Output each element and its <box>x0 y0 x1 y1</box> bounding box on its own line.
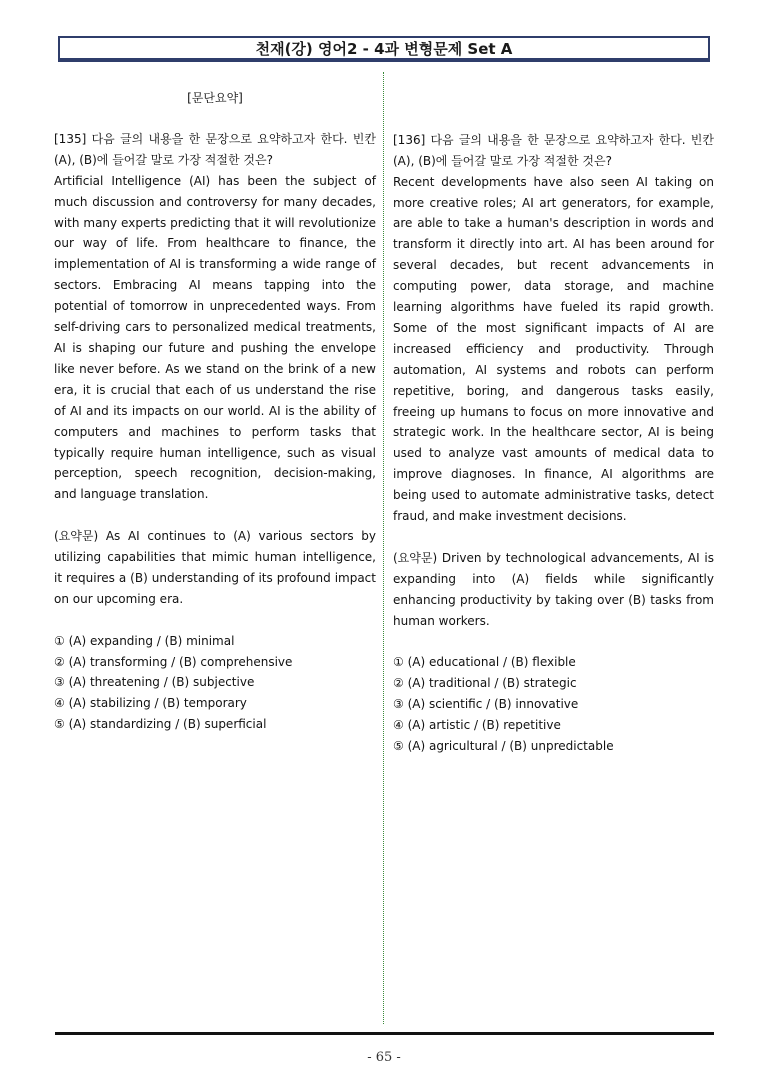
answer-choice-5[interactable]: ⑤ (A) agricultural / (B) unpredictable <box>393 739 614 754</box>
question-passage: Artificial Intelligence (AI) has been the subject of much discussion and controversy for many decades, with many experts predicting that it will revolutionize our way of life. From healthcare to finance, the implementation of AI is transforming a wide range of sectors. Embracing AI means tapping into the potential of tomorrow in unprecedented ways. From self-driving cars to personalized medical treatments, AI is shaping our future and pushing the envelope like never before. As we stand on the brink of a new era, it is crucial that each of us understand the rise of AI and its impacts on our world. AI is the ability of computers and machines to perform tasks that typically require human intelligence, such as visual perception, speech recognition, decision-making, and language translation. <box>54 173 376 502</box>
question-passage: Recent developments have also seen AI taking on more creative roles; AI art generators, for example, are able to take a human's description in words and transform it directly into art. AI has been around for several decades, but recent advancements in computing power, data storage, and machine learning algorithms have fueled its rapid growth. Some of the most significant impacts of AI are increased efficiency and productivity. Through automation, AI systems and robots can perform repetitive, boring, and dangerous tasks easily, freeing up humans to focus on more innovative and strategic work. In the healthcare sector, AI is being used to analyze vast amounts of medical data to improve diagnoses. In finance, AI algorithms are being used to automate administrative tasks, detect fraud, and make investment decisions. <box>393 174 714 524</box>
question-summary: (요약문) As AI continues to (A) various sectors by utilizing capabilities that mimic human intelligence, it requires a (B) understanding of its profound impact on our upcoming era. <box>54 529 376 606</box>
answer-choice-1[interactable]: ① (A) educational / (B) flexible <box>393 655 576 670</box>
question-summary: (요약문) Driven by technological advancements, AI is expanding into (A) fields while significantly enhancing productivity by taking over (B) tasks from human workers. <box>393 550 714 628</box>
header-title: 천재(강) 영어2 - 4과 변형문제 Set A <box>255 39 513 58</box>
answer-choice-2[interactable]: ② (A) traditional / (B) strategic <box>393 676 577 691</box>
section-label: [문단요약] <box>187 91 243 105</box>
answer-choice-4[interactable]: ④ (A) artistic / (B) repetitive <box>393 718 561 733</box>
answer-choice-4[interactable]: ④ (A) stabilizing / (B) temporary <box>54 696 247 711</box>
answer-choice-3[interactable]: ③ (A) scientific / (B) innovative <box>393 697 579 712</box>
page-number: - 65 - <box>367 1050 401 1065</box>
page-header <box>58 36 710 62</box>
answer-choice-2[interactable]: ② (A) transforming / (B) comprehensive <box>54 654 293 669</box>
question-136 <box>393 130 714 757</box>
answer-choices <box>54 631 376 736</box>
answer-choice-5[interactable]: ⑤ (A) standardizing / (B) superficial <box>54 717 267 732</box>
answer-choice-1[interactable]: ① (A) expanding / (B) minimal <box>54 633 235 648</box>
answer-choice-3[interactable]: ③ (A) threatening / (B) subjective <box>54 675 255 690</box>
question-135 <box>54 88 376 735</box>
footer-rule <box>55 1032 714 1035</box>
answer-choices <box>393 652 714 757</box>
column-divider <box>383 72 384 1024</box>
question-prompt: [136] 다음 글의 내용을 한 문장으로 요약하고자 한다. 빈칸 (A), (B)에 들어갈 말로 가장 적절한 것은? <box>393 132 714 168</box>
question-prompt: [135] 다음 글의 내용을 한 문장으로 요약하고자 한다. 빈칸 (A), (B)에 들어갈 말로 가장 적절한 것은? <box>54 131 376 167</box>
